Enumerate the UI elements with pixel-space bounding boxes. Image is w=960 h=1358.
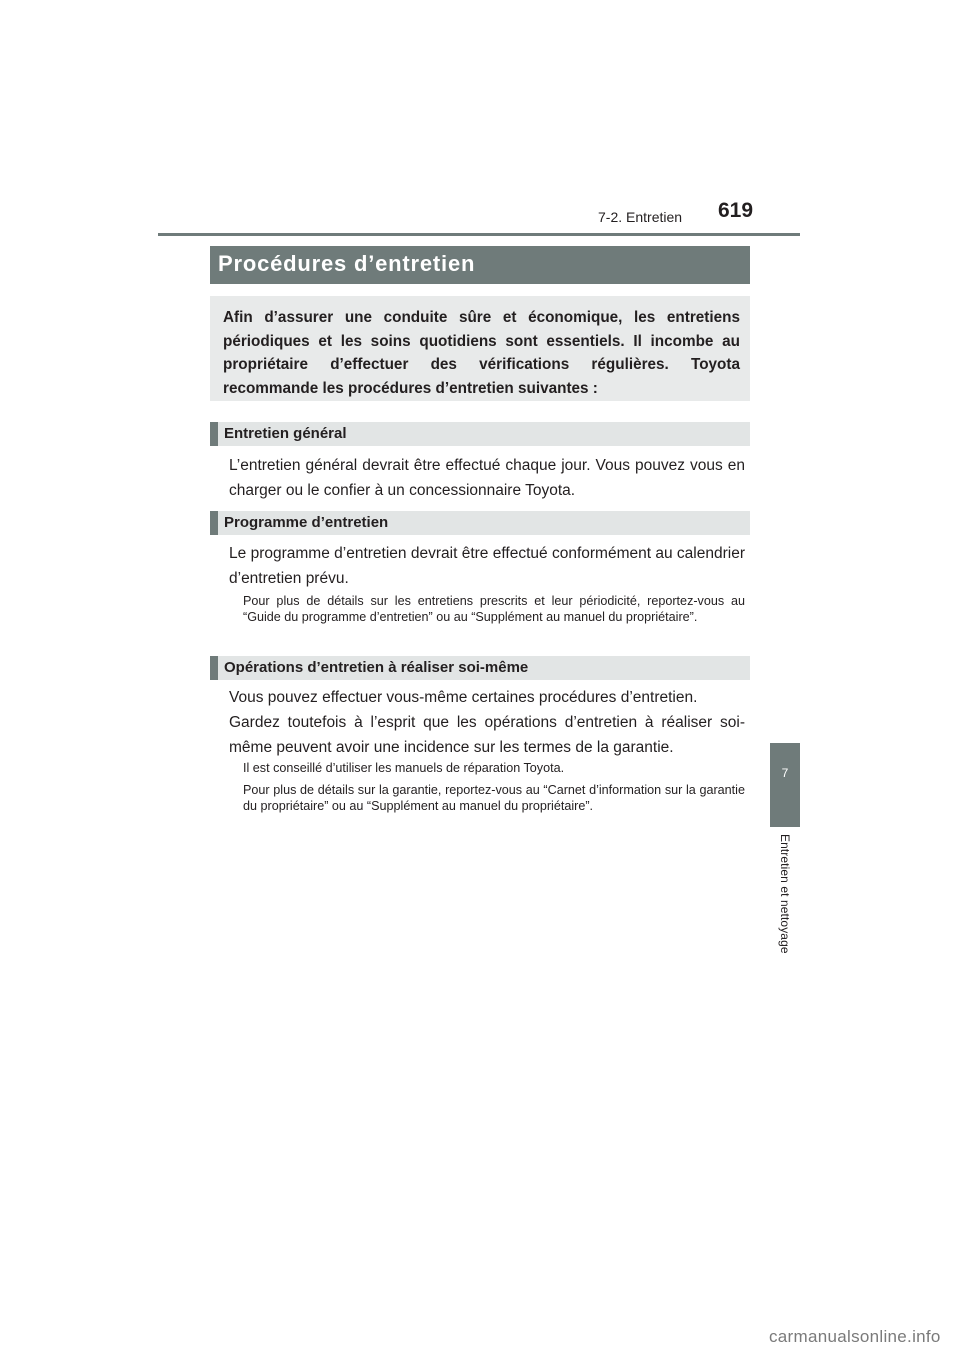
chapter-label: Entretien et nettoyage — [778, 834, 792, 954]
header-section-label: 7-2. Entretien — [598, 209, 683, 225]
intro-text: Afin d’assurer une conduite sûre et économique, les entretiens périodiques et les soins quotidiens sont essentiels. Il incombe au propriétaire d’effectuer des vérifications régulières. Toyota recommande les procédures d’entretien suivantes : — [223, 309, 740, 397]
section-note-diy-2: Pour plus de détails sur la garantie, reportez-vous au “Carnet d’information sur la garantie du propriétaire” ou au “Supplément au manuel du propriétaire”. — [243, 783, 745, 813]
section-body-general: L’entretien général devrait être effectué chaque jour. Vous pouvez vous en charger ou le confier à un concessionnaire Toyota. — [229, 457, 745, 499]
section-heading-general: Entretien général — [210, 422, 750, 446]
section-body-diy-1: Vous pouvez effectuer vous-même certaines procédures d’entretien. — [229, 689, 698, 706]
section-heading-diy: Opérations d’entretien à réaliser soi-même — [210, 656, 750, 680]
chapter-number: 7 — [781, 766, 789, 780]
intro-box — [210, 296, 750, 401]
section-body-diy-2: Gardez toutefois à l’esprit que les opérations d’entretien à réaliser soi-même peuvent avoir une incidence sur les termes de la garantie. — [229, 714, 745, 756]
page-title: Procédures d’entretien — [210, 246, 750, 284]
section-heading-schedule: Programme d’entretien — [210, 511, 750, 535]
chapter-tab — [770, 743, 800, 827]
section-note-schedule: Pour plus de détails sur les entretiens prescrits et leur périodicité, reportez-vous au “Guide du programme d’entretien” ou au “Supplément au manuel du propriétaire”. — [243, 594, 745, 624]
page-number: 619 — [718, 199, 754, 222]
watermark: carmanualsonline.info — [769, 1327, 941, 1346]
section-note-diy-1: Il est conseillé d’utiliser les manuels de réparation Toyota. — [243, 761, 565, 775]
section-body-schedule: Le programme d’entretien devrait être effectué conformément au calendrier d’entretien prévu. — [229, 545, 745, 587]
header-divider — [158, 233, 800, 236]
